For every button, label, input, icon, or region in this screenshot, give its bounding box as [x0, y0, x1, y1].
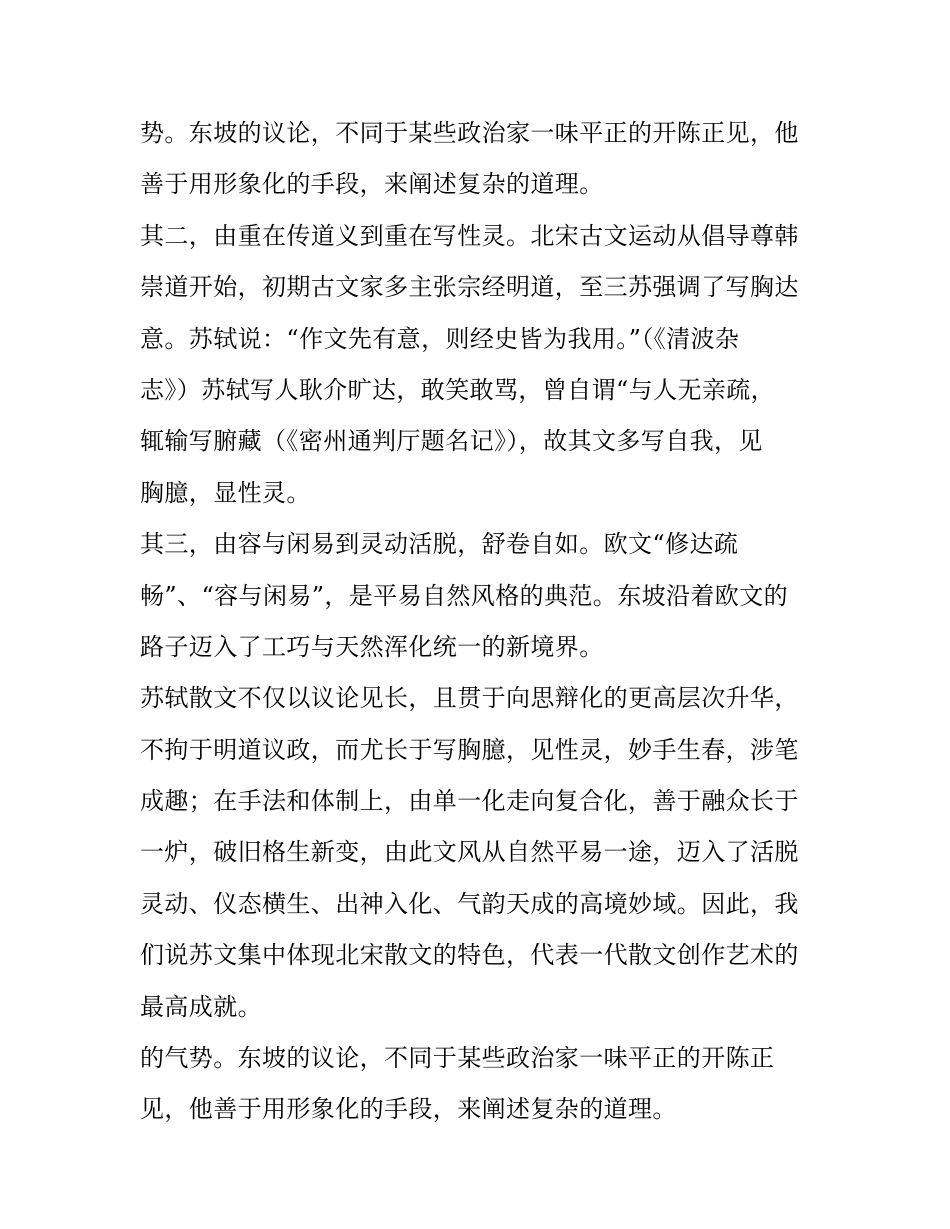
text-line: 的气势。东坡的议论，不同于某些政治家一味平正的开陈正 — [140, 1044, 775, 1073]
text-line: 意。苏轼说：“作文先有意，则经史皆为我用。”（《清波杂 — [140, 324, 740, 353]
text-line: 其三，由容与闲易到灵动活脱，舒卷自如。欧文“修达疏 — [140, 530, 739, 559]
text-line: 胸臆，显性灵。 — [140, 478, 311, 507]
text-line: 苏轼散文不仅以议论见长，且贯于向思辩化的更高层次升华， — [140, 684, 799, 713]
text-line: 势。东坡的议论，不同于某些政治家一味平正的开陈正见，他 — [140, 119, 799, 147]
text-line: 其二，由重在传道义到重在写性灵。北宋古文运动从倡导尊韩 — [140, 221, 799, 250]
text-line: 辄输写腑藏（《密州通判厅题名记》），故其文多写自我，见 — [140, 427, 763, 456]
document-body — [140, 108, 830, 1136]
text-line: 们说苏文集中体现北宋散文的特色，代表一代散文创作艺术的 — [140, 941, 799, 970]
text-line: 不拘于明道议政，而尤长于写胸臆，见性灵，妙手生春，涉笔 — [140, 735, 799, 764]
text-line: 志》）苏轼写人耿介旷达，敢笑敢骂，曾自谓“与人无亲疏， — [140, 375, 776, 404]
text-line: 一炉，破旧格生新变，由此文风从自然平易一途，迈入了活脱 — [140, 838, 799, 867]
text-line: 路子迈入了工巧与天然浑化统一的新境界。 — [140, 632, 604, 661]
text-line: 成趣；在手法和体制上，由单一化走向复合化，善于融众长于 — [140, 787, 799, 816]
text-line: 灵动、仪态横生、出神入化、气韵天成的高境妙域。因此，我 — [140, 889, 799, 918]
text-line: 最高成就。 — [140, 992, 262, 1021]
text-line: 见，他善于用形象化的手段，来阐述复杂的道理。 — [140, 1095, 677, 1124]
text-line: 崇道开始，初期古文家多主张宗经明道，至三苏强调了写胸达 — [140, 273, 799, 302]
text-line: 畅”、“容与闲易”，是平易自然风格的典范。东坡沿着欧文的 — [140, 581, 789, 610]
text-line: 善于用形象化的手段，来阐述复杂的道理。 — [140, 170, 604, 199]
